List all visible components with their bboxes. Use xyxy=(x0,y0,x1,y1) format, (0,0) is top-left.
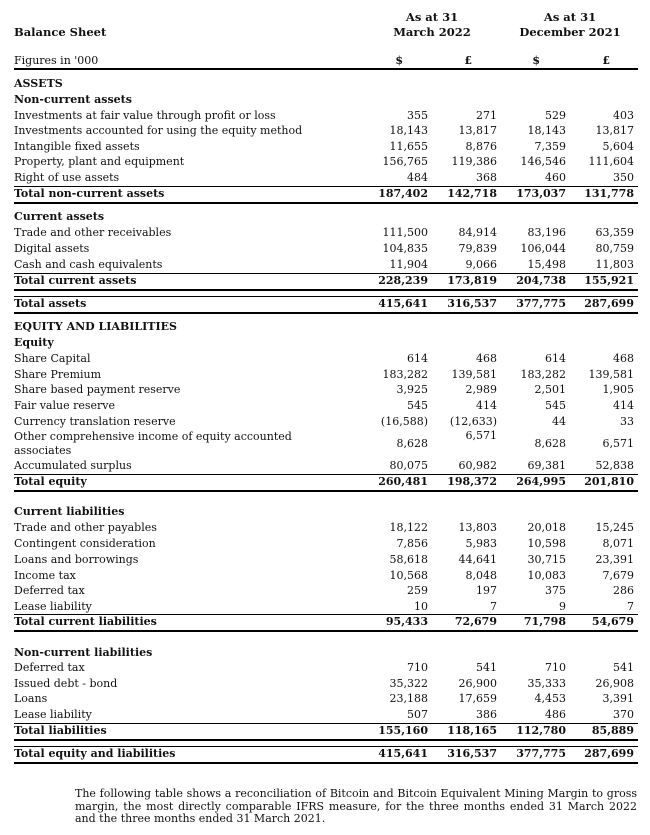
table-row xyxy=(14,661,638,677)
cell-usd-dec-2021: 10,083 xyxy=(527,569,566,582)
cell-gbp-mar-2022: 173,819 xyxy=(447,274,497,287)
cell-usd-mar-2022: 80,075 xyxy=(389,459,428,472)
cell-usd-mar-2022: 187,402 xyxy=(378,187,428,200)
cell-usd-dec-2021: 106,044 xyxy=(520,242,566,255)
currency-usd-2021: $ xyxy=(532,54,540,67)
row-label: Lease liability xyxy=(14,600,92,613)
cell-gbp-dec-2021: 139,581 xyxy=(588,368,634,381)
cell-usd-dec-2021: 545 xyxy=(545,399,566,412)
cell-gbp-dec-2021: 287,699 xyxy=(584,297,634,310)
cell-usd-mar-2022: 18,122 xyxy=(389,521,428,534)
cell-gbp-dec-2021: 85,889 xyxy=(591,724,634,737)
period-line1: As at 31 xyxy=(543,10,597,24)
row-label: Total current assets xyxy=(14,274,137,287)
cell-gbp-dec-2021: 1,905 xyxy=(602,383,634,396)
table-row xyxy=(14,155,638,171)
cell-usd-mar-2022: 7,856 xyxy=(396,537,428,550)
table-row xyxy=(14,415,638,431)
period-line2: December 2021 xyxy=(519,25,621,39)
cell-usd-mar-2022: 614 xyxy=(407,352,428,365)
cell-gbp-dec-2021: 33 xyxy=(620,415,634,428)
row-label: Investments accounted for using the equity method xyxy=(14,124,303,137)
cell-usd-dec-2021: 10,598 xyxy=(527,537,566,550)
row-label: Deferred tax xyxy=(14,584,85,597)
cell-usd-mar-2022: 259 xyxy=(407,584,428,597)
row-label: Fair value reserve xyxy=(14,399,116,412)
cell-usd-mar-2022: 11,655 xyxy=(389,140,428,153)
cell-usd-dec-2021: 375 xyxy=(545,584,566,597)
cell-usd-mar-2022: 155,160 xyxy=(378,724,428,737)
period-line1: As at 31 xyxy=(405,10,459,24)
row-label: Total assets xyxy=(14,297,87,310)
cell-gbp-dec-2021: 63,359 xyxy=(595,226,634,239)
currency-gbp-2022: £ xyxy=(464,54,472,67)
total-row xyxy=(14,747,638,763)
cell-gbp-dec-2021: 201,810 xyxy=(584,475,634,488)
cell-gbp-mar-2022: 316,537 xyxy=(447,747,497,760)
cell-gbp-mar-2022: 44,641 xyxy=(458,553,497,566)
row-label: Intangible fixed assets xyxy=(14,140,140,153)
currency-usd-2022: $ xyxy=(395,54,403,67)
cell-usd-mar-2022: 545 xyxy=(407,399,428,412)
cell-gbp-mar-2022: 316,537 xyxy=(447,297,497,310)
cell-gbp-mar-2022: 17,659 xyxy=(458,692,497,705)
cell-gbp-dec-2021: 11,803 xyxy=(595,258,634,271)
cell-usd-mar-2022: 58,618 xyxy=(389,553,428,566)
cell-gbp-mar-2022: 142,718 xyxy=(447,187,497,200)
cell-usd-mar-2022: 484 xyxy=(407,171,428,184)
figures-unit-label: Figures in '000 xyxy=(14,54,99,67)
cell-usd-dec-2021: 8,628 xyxy=(534,437,566,450)
row-label: Trade and other receivables xyxy=(14,226,172,239)
row-label: Share Capital xyxy=(14,352,91,365)
cell-usd-mar-2022: 183,282 xyxy=(382,368,428,381)
cell-usd-dec-2021: 69,381 xyxy=(527,459,566,472)
cell-gbp-dec-2021: 155,921 xyxy=(584,274,634,287)
cell-usd-mar-2022: 8,628 xyxy=(396,437,428,450)
cell-usd-dec-2021: 264,995 xyxy=(516,475,566,488)
cell-usd-mar-2022: 104,835 xyxy=(382,242,428,255)
total-row xyxy=(14,297,638,313)
table-row xyxy=(14,352,638,368)
row-label: Contingent consideration xyxy=(14,537,156,550)
cell-gbp-mar-2022: 2,989 xyxy=(465,383,497,396)
cell-gbp-mar-2022: 84,914 xyxy=(458,226,497,239)
row-label-continued: associates xyxy=(14,444,72,457)
cell-usd-mar-2022: 111,500 xyxy=(382,226,428,239)
row-label: Accumulated surplus xyxy=(14,459,132,472)
cell-usd-dec-2021: 44 xyxy=(552,415,566,428)
table-row xyxy=(14,383,638,399)
total-rule-above xyxy=(14,186,638,187)
total-row xyxy=(14,187,638,203)
table-row xyxy=(14,124,638,140)
cell-gbp-dec-2021: 80,759 xyxy=(595,242,634,255)
row-label: Issued debt - bond xyxy=(14,677,118,690)
total-rule-above xyxy=(14,296,638,297)
section-heading xyxy=(14,505,638,521)
row-label: Total non-current assets xyxy=(14,187,165,200)
total-rule-below xyxy=(14,490,638,492)
table-row xyxy=(14,171,638,187)
period-header-dec-2021 xyxy=(505,10,635,40)
row-label: Current assets xyxy=(14,210,105,223)
table-row xyxy=(14,708,638,724)
cell-usd-dec-2021: 83,196 xyxy=(527,226,566,239)
row-label: Income tax xyxy=(14,569,76,582)
cell-usd-mar-2022: 95,433 xyxy=(385,615,428,628)
row-label: Share based payment reserve xyxy=(14,383,181,396)
cell-gbp-dec-2021: 26,908 xyxy=(595,677,634,690)
table-row xyxy=(14,242,638,258)
cell-gbp-mar-2022: 6,571 xyxy=(465,429,497,442)
row-label: Currency translation reserve xyxy=(14,415,176,428)
cell-gbp-mar-2022: (12,633) xyxy=(449,415,497,428)
cell-usd-dec-2021: 486 xyxy=(545,708,566,721)
cell-gbp-dec-2021: 15,245 xyxy=(595,521,634,534)
cell-gbp-dec-2021: 403 xyxy=(613,109,634,122)
row-label: Deferred tax xyxy=(14,661,85,674)
cell-gbp-mar-2022: 9,066 xyxy=(465,258,497,271)
cell-usd-dec-2021: 30,715 xyxy=(527,553,566,566)
table-row xyxy=(14,429,638,457)
cell-gbp-mar-2022: 60,982 xyxy=(458,459,497,472)
cell-gbp-mar-2022: 79,839 xyxy=(458,242,497,255)
cell-usd-dec-2021: 710 xyxy=(545,661,566,674)
cell-usd-mar-2022: (16,588) xyxy=(380,415,428,428)
cell-usd-mar-2022: 355 xyxy=(407,109,428,122)
cell-gbp-dec-2021: 7,679 xyxy=(602,569,634,582)
cell-gbp-mar-2022: 198,372 xyxy=(447,475,497,488)
cell-usd-dec-2021: 112,780 xyxy=(516,724,566,737)
cell-usd-dec-2021: 460 xyxy=(545,171,566,184)
table-row xyxy=(14,553,638,569)
cell-gbp-mar-2022: 386 xyxy=(476,708,497,721)
total-rule-above xyxy=(14,614,638,615)
table-row xyxy=(14,521,638,537)
cell-usd-dec-2021: 614 xyxy=(545,352,566,365)
cell-gbp-dec-2021: 414 xyxy=(613,399,634,412)
cell-gbp-dec-2021: 52,838 xyxy=(595,459,634,472)
table-row xyxy=(14,226,638,242)
period-line2: March 2022 xyxy=(393,25,471,39)
total-rule-above xyxy=(14,273,638,274)
section-heading xyxy=(14,210,638,226)
total-rule-above xyxy=(14,746,638,747)
cell-gbp-mar-2022: 13,803 xyxy=(458,521,497,534)
total-rule-below xyxy=(14,289,638,291)
period-header-march-2022 xyxy=(372,10,492,40)
cell-usd-mar-2022: 156,765 xyxy=(382,155,428,168)
total-row xyxy=(14,724,638,740)
cell-usd-dec-2021: 377,775 xyxy=(516,297,566,310)
cell-gbp-mar-2022: 414 xyxy=(476,399,497,412)
row-label: Equity xyxy=(14,336,54,349)
cell-usd-mar-2022: 710 xyxy=(407,661,428,674)
cell-gbp-dec-2021: 5,604 xyxy=(602,140,634,153)
table-row xyxy=(14,584,638,600)
table-row xyxy=(14,569,638,585)
total-rule-below xyxy=(14,630,638,632)
cell-gbp-dec-2021: 541 xyxy=(613,661,634,674)
cell-usd-mar-2022: 18,143 xyxy=(389,124,428,137)
cell-gbp-mar-2022: 368 xyxy=(476,171,497,184)
row-label: Other comprehensive income of equity accounted xyxy=(14,430,292,443)
cell-usd-mar-2022: 260,481 xyxy=(378,475,428,488)
table-title: Balance Sheet xyxy=(14,25,107,39)
cell-gbp-mar-2022: 8,876 xyxy=(465,140,497,153)
cell-usd-mar-2022: 415,641 xyxy=(378,747,428,760)
cell-gbp-mar-2022: 118,165 xyxy=(447,724,497,737)
cell-gbp-mar-2022: 541 xyxy=(476,661,497,674)
cell-usd-dec-2021: 183,282 xyxy=(520,368,566,381)
row-label: ASSETS xyxy=(14,77,63,90)
cell-usd-dec-2021: 4,453 xyxy=(534,692,566,705)
cell-gbp-dec-2021: 287,699 xyxy=(584,747,634,760)
total-rule-below xyxy=(14,739,638,741)
cell-gbp-dec-2021: 286 xyxy=(613,584,634,597)
row-label: Total liabilities xyxy=(14,724,107,737)
cell-gbp-dec-2021: 131,778 xyxy=(584,187,634,200)
row-label: Right of use assets xyxy=(14,171,120,184)
cell-usd-dec-2021: 146,546 xyxy=(520,155,566,168)
section-heading xyxy=(14,336,638,352)
cell-usd-dec-2021: 173,037 xyxy=(516,187,566,200)
cell-usd-dec-2021: 2,501 xyxy=(534,383,566,396)
table-row xyxy=(14,258,638,274)
cell-gbp-mar-2022: 468 xyxy=(476,352,497,365)
row-label: EQUITY AND LIABILITIES xyxy=(14,320,177,333)
row-label: Total equity and liabilities xyxy=(14,747,176,760)
table-row xyxy=(14,459,638,475)
cell-gbp-dec-2021: 111,604 xyxy=(588,155,634,168)
cell-gbp-dec-2021: 23,391 xyxy=(595,553,634,566)
cell-usd-mar-2022: 228,239 xyxy=(378,274,428,287)
cell-gbp-mar-2022: 197 xyxy=(476,584,497,597)
row-label: Current liabilities xyxy=(14,505,125,518)
total-rule-above xyxy=(14,723,638,724)
total-rule-above xyxy=(14,474,638,475)
cell-usd-dec-2021: 204,738 xyxy=(516,274,566,287)
cell-gbp-dec-2021: 54,679 xyxy=(591,615,634,628)
row-label: Total equity xyxy=(14,475,87,488)
total-row xyxy=(14,475,638,491)
row-label: Property, plant and equipment xyxy=(14,155,185,168)
cell-gbp-mar-2022: 271 xyxy=(476,109,497,122)
total-rule-below xyxy=(14,202,638,204)
cell-gbp-mar-2022: 26,900 xyxy=(458,677,497,690)
cell-gbp-mar-2022: 13,817 xyxy=(458,124,497,137)
cell-gbp-dec-2021: 370 xyxy=(613,708,634,721)
cell-usd-dec-2021: 377,775 xyxy=(516,747,566,760)
cell-gbp-mar-2022: 119,386 xyxy=(451,155,497,168)
row-label: Total current liabilities xyxy=(14,615,157,628)
table-row xyxy=(14,692,638,708)
cell-gbp-mar-2022: 8,048 xyxy=(465,569,497,582)
row-label: Trade and other payables xyxy=(14,521,157,534)
table-row xyxy=(14,677,638,693)
cell-usd-dec-2021: 9 xyxy=(559,600,566,613)
section-heading xyxy=(14,646,638,662)
row-label: Lease liability xyxy=(14,708,92,721)
cell-usd-dec-2021: 71,798 xyxy=(523,615,566,628)
cell-usd-dec-2021: 18,143 xyxy=(527,124,566,137)
cell-gbp-dec-2021: 7 xyxy=(627,600,634,613)
row-label: Share Premium xyxy=(14,368,102,381)
cell-usd-dec-2021: 7,359 xyxy=(534,140,566,153)
table-row xyxy=(14,368,638,384)
total-row xyxy=(14,274,638,290)
cell-gbp-mar-2022: 72,679 xyxy=(454,615,497,628)
row-label: Loans xyxy=(14,692,48,705)
cell-usd-mar-2022: 35,322 xyxy=(389,677,428,690)
cell-gbp-dec-2021: 6,571 xyxy=(602,437,634,450)
total-rule-below xyxy=(14,312,638,314)
table-row xyxy=(14,537,638,553)
cell-usd-mar-2022: 10 xyxy=(414,600,428,613)
table-row xyxy=(14,399,638,415)
reconciliation-note: The following table shows a reconciliation of Bitcoin and Bitcoin Equivalent Mining Margin to gross margin, the most directly comparable IFRS measure, for the three months ended 31 March 2022 and the three months ended 31 March 2021. xyxy=(75,787,637,825)
table-row xyxy=(14,109,638,125)
cell-usd-mar-2022: 3,925 xyxy=(396,383,428,396)
cell-gbp-dec-2021: 468 xyxy=(613,352,634,365)
cell-gbp-mar-2022: 139,581 xyxy=(451,368,497,381)
row-label: Digital assets xyxy=(14,242,90,255)
cell-usd-mar-2022: 10,568 xyxy=(389,569,428,582)
cell-gbp-dec-2021: 8,071 xyxy=(602,537,634,550)
row-label: Cash and cash equivalents xyxy=(14,258,163,271)
cell-gbp-dec-2021: 13,817 xyxy=(595,124,634,137)
section-heading xyxy=(14,93,638,109)
row-label: Non-current liabilities xyxy=(14,646,153,659)
cell-gbp-dec-2021: 350 xyxy=(613,171,634,184)
cell-gbp-mar-2022: 7 xyxy=(490,600,497,613)
row-label: Loans and borrowings xyxy=(14,553,139,566)
row-label: Non-current assets xyxy=(14,93,132,106)
cell-usd-dec-2021: 529 xyxy=(545,109,566,122)
cell-gbp-dec-2021: 3,391 xyxy=(602,692,634,705)
section-heading xyxy=(14,320,638,336)
table-row xyxy=(14,140,638,156)
cell-usd-dec-2021: 35,333 xyxy=(527,677,566,690)
total-rule-below xyxy=(14,762,638,764)
total-row xyxy=(14,615,638,631)
cell-usd-dec-2021: 15,498 xyxy=(527,258,566,271)
cell-usd-mar-2022: 415,641 xyxy=(378,297,428,310)
cell-usd-mar-2022: 23,188 xyxy=(389,692,428,705)
cell-usd-mar-2022: 507 xyxy=(407,708,428,721)
cell-usd-dec-2021: 20,018 xyxy=(527,521,566,534)
cell-usd-mar-2022: 11,904 xyxy=(389,258,428,271)
section-heading xyxy=(14,77,638,93)
cell-gbp-mar-2022: 5,983 xyxy=(465,537,497,550)
row-label: Investments at fair value through profit or loss xyxy=(14,109,276,122)
header-rule xyxy=(14,68,638,70)
currency-gbp-2021: £ xyxy=(602,54,610,67)
